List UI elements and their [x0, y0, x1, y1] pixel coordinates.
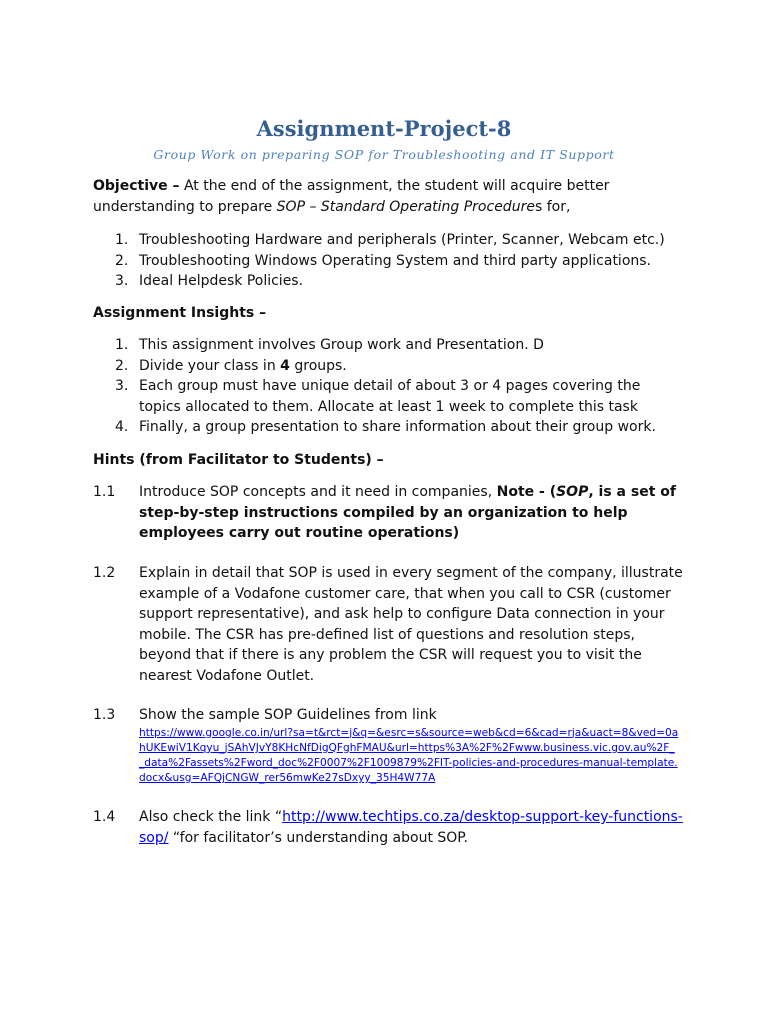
list-item: 1. This assignment involves Group work and Presentation. D — [115, 337, 544, 353]
document-title: Assignment-Project-8 — [256, 116, 512, 141]
insights-list — [93, 335, 683, 438]
hint-1-1: 1.1 Introduce SOP concepts and it need in companies, Note - (SOP, is a set of step-by-step instructions compiled by an organization to help employees carry out routine operations) — [93, 484, 676, 541]
objective-label: Objective – — [93, 178, 180, 194]
objective-text: At the end of the assignment, the student will acquire better understanding to prepare — [93, 178, 610, 215]
document-subtitle: Group Work on preparing SOP for Troubleshooting and IT Support — [153, 147, 615, 162]
objective-list — [93, 230, 683, 292]
objective-text-end: s for, — [534, 198, 571, 215]
hints-heading: Hints (from Facilitator to Students) – — [93, 452, 384, 468]
hint-1-3: 1.3 Show the sample SOP Guidelines from link https://www.google.co.in/url?sa=t&rct=j&q=&esrc=s&source=web&cd=6&cad=rja&uact=8&ved=0ahUKEwiV1Kqyu_jSAhVJvY8KHcNfDigQFghFMAU&url=https%3A%2F%2Fwww.business.vic.gov.au%2F__data%2Fassets%2Fword_doc%2F0007%2F1009879%2FIT-policies-and-procedures-manual-template.docx&usg=AFQjCNGW_rer56mwKe27sDxyy_35H4W77A — [93, 705, 683, 786]
list-item: 3. Each group must have unique detail of about 3 or 4 pages covering the topics allocated to them. Allocate at least 1 week to complete this task — [115, 378, 641, 415]
sop-guidelines-link[interactable]: https://www.google.co.in/url?sa=t&rct=j&q=&esrc=s&source=web&cd=6&cad=rja&uact=8&ved=0ahUKEwiV1Kqyu_jSAhVJvY8KHcNfDigQFghFMAU&url=https%3A%2F%2Fwww.business.vic.gov.au%2F__data%2Fassets%2Fword_doc%2F0007%2F1009879%2FIT-policies-and-procedures-manual-template.docx&usg=AFQjCNGW_rer56mwKe27sDxyy_35H4W77A — [139, 726, 679, 785]
list-item: 1. Troubleshooting Hardware and peripherals (Printer, Scanner, Webcam etc.) — [115, 232, 665, 248]
list-item: 2. Divide your class in 4 groups. — [115, 357, 347, 374]
techtips-link[interactable]: http://www.techtips.co.za/desktop-support-key-functions-sop/ — [139, 809, 683, 846]
hint-1-2: 1.2 Explain in detail that SOP is used in every segment of the company, illustrate example of a Vodafone customer care, that when you call to CSR (customer support representative), and ask help to configure Data connection in your mobile. The CSR has pre-defined list of questions and resolution steps, beyond that if there is any problem the CSR will request you to visit the nearest Vodafone Outlet. — [93, 565, 683, 684]
insights-heading: Assignment Insights – — [93, 305, 267, 321]
objective-paragraph — [93, 176, 683, 217]
list-item: 4. Finally, a group presentation to share information about their group work. — [115, 419, 656, 435]
sop-definition: SOP – Standard Operating Procedure — [276, 198, 535, 215]
list-item: 2. Troubleshooting Windows Operating System and third party applications. — [115, 252, 652, 269]
list-item: 3. Ideal Helpdesk Policies. — [115, 273, 304, 289]
hint-1-4: 1.4 Also check the link “http://www.techtips.co.za/desktop-support-key-functions-sop/ “for facilitator’s understanding about SOP. — [93, 809, 683, 846]
